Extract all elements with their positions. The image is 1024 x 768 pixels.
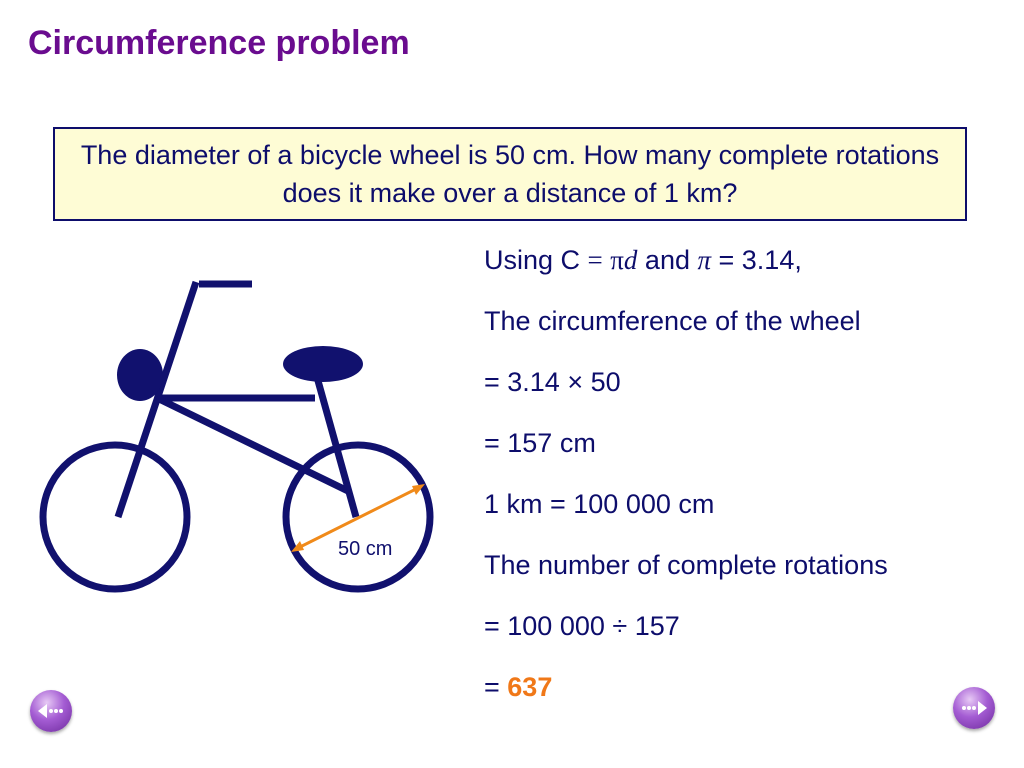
bicycle-illustration [0,230,460,600]
previous-slide-button[interactable] [30,690,72,732]
diameter-variable: d [623,245,638,275]
working-steps [484,240,888,728]
rotations-heading: The number of complete rotations [484,550,888,580]
circumference-result: = 157 cm [484,428,596,458]
formula-line [484,240,888,301]
answer-prefix: = [484,672,508,702]
pi-symbol: π [697,245,712,275]
front-lamp [117,349,163,401]
formula-prefix: Using C [484,245,588,275]
answer-line [484,667,888,728]
rotations-calc: = 100 000 ÷ 157 [484,611,680,641]
pi-value: = 3.14, [711,245,802,275]
circumference-heading: The circumference of the wheel [484,306,861,336]
right-arrow-icon [959,698,989,718]
formula-and: and [637,245,698,275]
answer-value: 637 [507,672,553,702]
pi-symbol: π [610,245,624,275]
slide-title: Circumference problem [28,24,410,62]
problem-box [53,127,967,221]
down-tube [157,398,350,492]
front-wheel [43,445,187,589]
unit-conversion: 1 km = 100 000 cm [484,489,715,519]
equals-sign: = [587,245,603,275]
circumference-calc: = 3.14 × 50 [484,367,621,397]
saddle [283,346,363,382]
diameter-label: 50 cm [338,538,393,560]
next-slide-button[interactable] [953,687,995,729]
problem-text: The diameter of a bicycle wheel is 50 cm. How many complete rotations does it make over a distance of 1 km? [80,140,940,208]
left-arrow-icon [36,701,66,721]
